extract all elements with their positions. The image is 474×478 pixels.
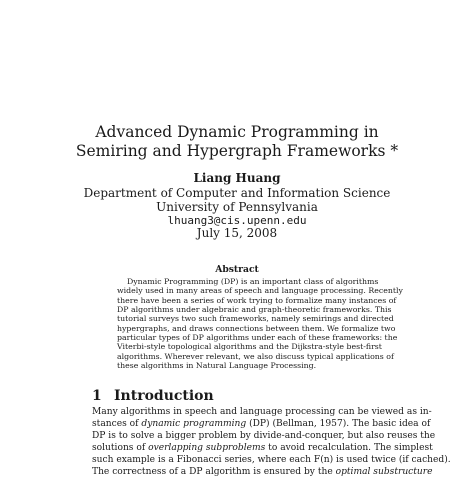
body-line: such example is a Fibonacci series, where each F(n) is used twice (if cached). [92,454,451,465]
body-line: The correctness of a DP algorithm is ensured by the optimal substructure [92,466,433,477]
abstract-heading: Abstract [215,264,259,275]
paper-title-line-1: Advanced Dynamic Programming in [95,123,379,141]
introduction-body [92,407,451,478]
section-title: Introduction [114,388,214,404]
abstract-line: these algorithms in Natural Language Processing. [117,361,317,371]
affiliation-university: University of Pennsylvania [156,200,318,214]
paper-title-line-2: Semiring and Hypergraph Frameworks * [75,142,399,160]
abstract-line: Viterbi-style topological algorithms and the Dijkstra-style best-first [117,342,382,352]
abstract-line: Dynamic Programming (DP) is an important class of algorithms [127,277,379,286]
emphasis-dynamic-programming: dynamic programming [141,418,247,429]
body-line: solutions of overlapping subproblems to avoid recalculation. The simplest [92,442,433,453]
emphasis-overlapping-subproblems: overlapping subproblems [148,442,266,453]
abstract-line: there have been a series of work trying to formalize many instances of [117,295,397,305]
abstract-line: hypergraphs, and draws connections between them. We formalize two [117,323,396,333]
abstract-line: particular types of DP algorithms under each of these frameworks: the [117,333,398,343]
abstract-body [117,277,403,371]
emphasis-optimal-substructure: optimal substructure [335,466,433,477]
abstract-line: algorithms. Wherever relevant, we also discuss typical applications of [117,351,394,361]
body-line: stances of dynamic programming (DP) (Bellman, 1957). The basic idea of [92,418,431,429]
body-line: DP is to solve a bigger problem by divide-and-conquer, but also reuses the [92,430,436,441]
body-line: Many algorithms in speech and language processing can be viewed as in- [92,407,432,417]
section-number: 1 [92,388,102,404]
abstract-line: DP algorithms under algebraic and graph-theoretic frameworks. This [117,305,392,315]
abstract-line: widely used in many areas of speech and language processing. Recently [117,286,403,296]
abstract-line: tutorial surveys two such frameworks, namely semirings and directed [117,314,394,324]
affiliation-department: Department of Computer and Information Science [83,185,391,200]
author-name: Liang Huang [193,171,281,185]
author-email: lhuang3@cis.upenn.edu [167,214,307,227]
section-heading [92,388,214,405]
paper-date: July 15, 2008 [196,226,278,240]
